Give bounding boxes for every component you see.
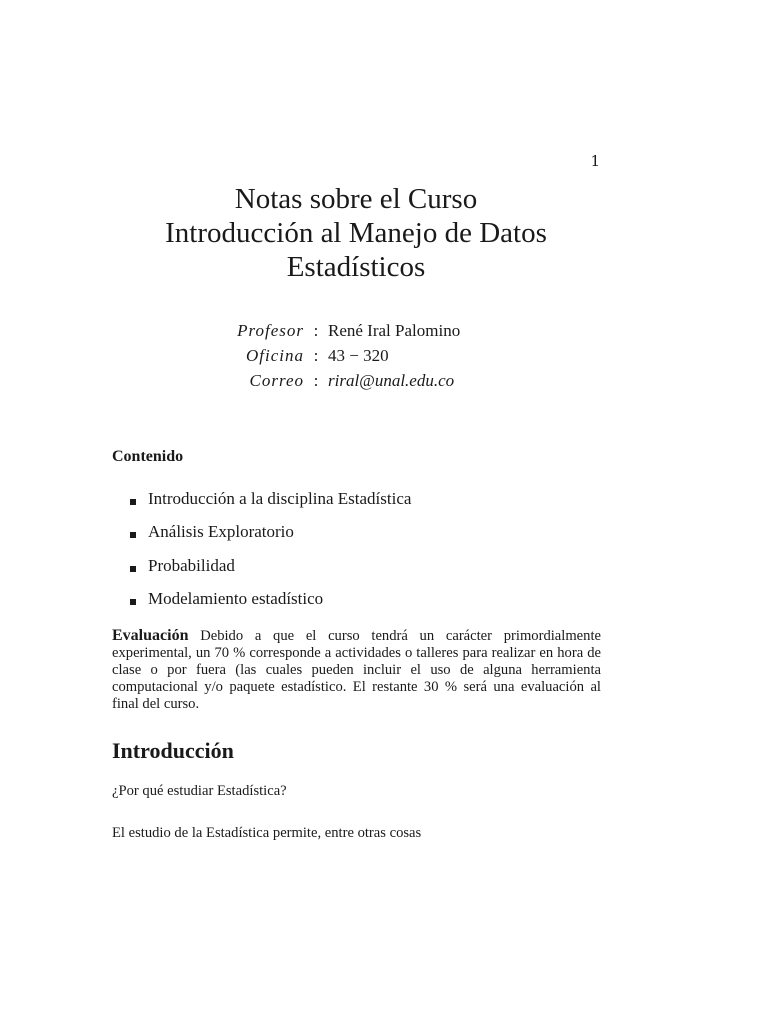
list-item-text: Modelamiento estadístico	[148, 588, 324, 608]
document-title	[100, 182, 612, 284]
title-line-1: Notas sobre el Curso	[234, 183, 478, 215]
introduction-question: ¿Por qué estudiar Estadística?	[112, 783, 287, 799]
course-info	[220, 318, 460, 393]
info-label: Profesor	[237, 321, 304, 340]
contents-list	[130, 487, 411, 620]
title-line-2: Introducción al Manejo de Datos	[165, 217, 547, 249]
page-number: 1	[590, 152, 600, 170]
introduction-heading: Introducción	[112, 738, 234, 763]
title-line-3: Estadísticos	[286, 251, 426, 283]
contents-heading: Contenido	[112, 448, 184, 465]
info-row-email	[220, 368, 460, 393]
info-label: Oficina	[246, 346, 304, 365]
info-value: 43 − 320	[328, 346, 389, 365]
info-colon: :	[313, 371, 319, 390]
list-item	[130, 487, 411, 520]
info-value: René Iral Palomino	[328, 321, 461, 340]
email-value: riral@unal.edu.co	[328, 371, 455, 390]
list-item-text: Probabilidad	[148, 555, 235, 575]
evaluation-lead: Evaluación	[112, 627, 189, 644]
evaluation-text: Debido a que el curso tendrá un carácter primordialmente experimental, un 70 % corresponde a actividades o talleres para realizar en hora de clase o por fuera (las cuales pueden incluir el uso de alguna herramienta computacional y/o paquete estadístico. El restante 30 % será una evaluación al final del curso.	[112, 628, 601, 712]
list-item	[130, 520, 411, 553]
square-bullet-icon	[130, 532, 136, 538]
introduction-sentence: El estudio de la Estadística permite, entre otras cosas	[112, 825, 422, 841]
evaluation-paragraph	[112, 627, 601, 713]
info-row-professor	[220, 318, 460, 343]
info-colon: :	[313, 346, 319, 365]
list-item	[130, 554, 411, 587]
info-row-office	[220, 343, 460, 368]
square-bullet-icon	[130, 499, 136, 505]
square-bullet-icon	[130, 599, 136, 605]
list-item-text: Introducción a la disciplina Estadística	[148, 489, 412, 508]
list-item-text: Análisis Exploratorio	[148, 522, 294, 542]
info-label: Correo	[249, 371, 304, 390]
info-colon: :	[313, 321, 319, 340]
square-bullet-icon	[130, 566, 136, 572]
list-item	[130, 587, 411, 620]
